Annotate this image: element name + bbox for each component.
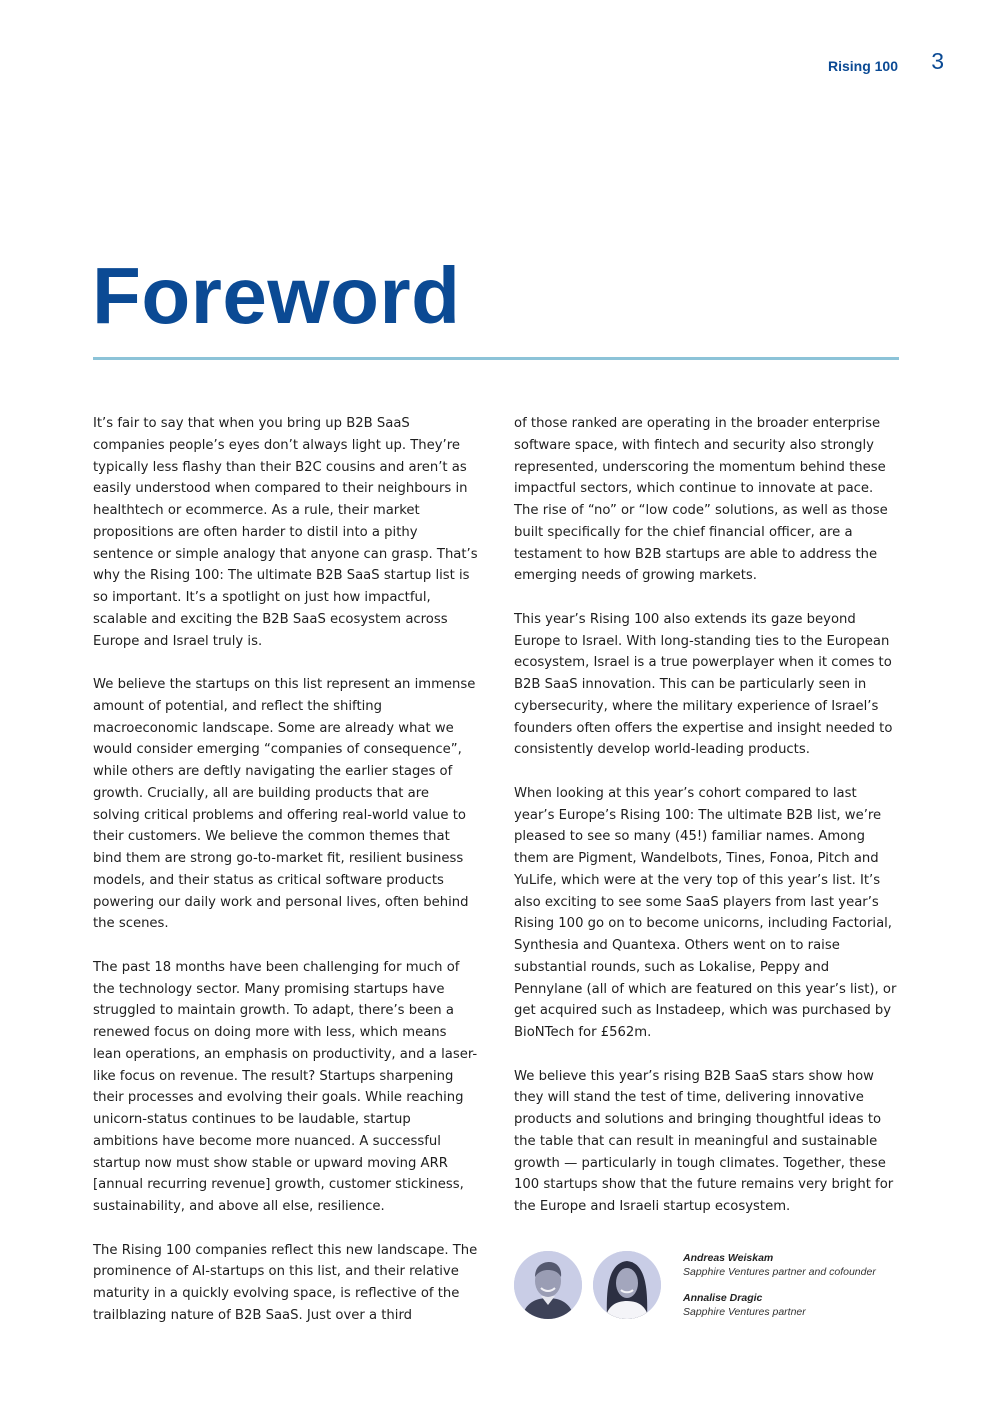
author-entry bbox=[683, 1251, 876, 1279]
page-number: 3 bbox=[931, 48, 944, 74]
avatar bbox=[514, 1251, 582, 1319]
paragraph: of those ranked are operating in the broader enterprise software space, with fintech and security also strongly represented, underscoring the momentum behind these impactful sectors, which continue to innovate at pace. The rise of “no” or “low code” solutions, as well as those built specifically for the chief financial officer, are a testament to how B2B startups are able to address the emerging needs of growing markets. bbox=[514, 416, 888, 584]
author-name: Andreas Weiskam bbox=[683, 1252, 774, 1264]
paragraph: This year’s Rising 100 also extends its gaze beyond Europe to Israel. With long-standing ties to the European ecosystem, Israel is a true powerplayer when it comes to B2B SaaS innovation. This can be particularly seen in cybersecurity, where the military experience of Israel’s founders often offers the expertise and insight needed to consistently develop world-leading products. bbox=[514, 611, 893, 758]
paragraph: The past 18 months have been challenging for much of the technology sector. Many promising startups have struggled to maintain growth. To adapt, there’s been a renewed focus on doing more with less, which means lean operations, an emphasis on productivity, and a laser-like focus on revenue. The result? Startups sharpening their processes and evolving their goals. While reaching unicorn-status continues to be laudable, startup ambitions have become more nuanced. A successful startup now must show stable or upward moving ARR [annual recurring revenue] growth, customer stickiness, sustainability, and above all else, resilience. bbox=[93, 959, 478, 1214]
author-name: Annalise Dragic bbox=[683, 1292, 763, 1304]
portrait-woman-icon bbox=[593, 1251, 661, 1319]
paragraph: We believe this year’s rising B2B SaaS stars show how they will stand the test of time, delivering innovative products and solutions and bringing thoughtful ideas to the table that can result in meaningful and sustainable growth — particularly in tough climates. Together, these 100 startups show that the future remains very bright for the Europe and Israeli startup ecosystem. bbox=[514, 1068, 894, 1214]
author-signatures bbox=[514, 1250, 904, 1320]
author-role: Sapphire Ventures partner bbox=[683, 1306, 806, 1318]
author-role: Sapphire Ventures partner and cofounder bbox=[683, 1266, 876, 1278]
running-header: Rising 100 bbox=[827, 58, 898, 74]
paragraph: When looking at this year’s cohort compared to last year’s Europe’s Rising 100: The ultimate B2B list, we’re pleased to see so many (45!) familiar names. Among them are Pigment, Wandelbots, Tines, Fonoa, Pitch and YuLife, which were at the very top of this year’s list. It’s also exciting to see some SaaS players from last year’s Rising 100 go on to become unicorns, including Factorial, Synthesia and Quantexa. Others went on to raise substantial rounds, such as Lokalise, Peppy and Pennylane (all of which are featured on this year’s list), or get acquired such as Instadeep, which was purchased by BioNTech for £562m. bbox=[514, 785, 897, 1040]
portrait-man-icon bbox=[514, 1251, 582, 1319]
title-divider bbox=[93, 357, 899, 360]
left-column bbox=[93, 413, 478, 1348]
paragraph: The Rising 100 companies reflect this new landscape. The prominence of AI-startups on this list, and their relative maturity in a quickly evolving space, is reflective of the trailblazing nature of B2B SaaS. Just over a third bbox=[93, 1242, 478, 1323]
paragraph: We believe the startups on this list represent an immense amount of potential, and reflect the shifting macroeconomic landscape. Some are already what we would consider emerging “companies of consequence”, while others are deftly navigating the earlier stages of growth. Crucially, all are building products that are solving critical problems and offering real-world value to their customers. We believe the common themes that bind them are strong go-to-market fit, resilient business models, and their status as critical software products powering our daily work and personal lives, often behind the scenes. bbox=[93, 677, 476, 932]
author-entry bbox=[683, 1291, 806, 1319]
paragraph: It’s fair to say that when you bring up B2B SaaS companies people’s eyes don’t always light up. They’re typically less flashy than their B2C cousins and aren’t as easily understood when compared to their neighbours in healthtech or ecommerce. As a rule, their market propositions are often harder to distil into a pithy sentence or simple analogy that anyone can grasp. That’s why the Rising 100: The ultimate B2B SaaS startup list is so important. It’s a spotlight on just how impactful, scalable and exciting the B2B SaaS ecosystem across Europe and Israel truly is. bbox=[93, 416, 478, 649]
page-title: Foreword bbox=[92, 251, 461, 340]
right-column bbox=[514, 413, 899, 1240]
avatar bbox=[593, 1251, 661, 1319]
